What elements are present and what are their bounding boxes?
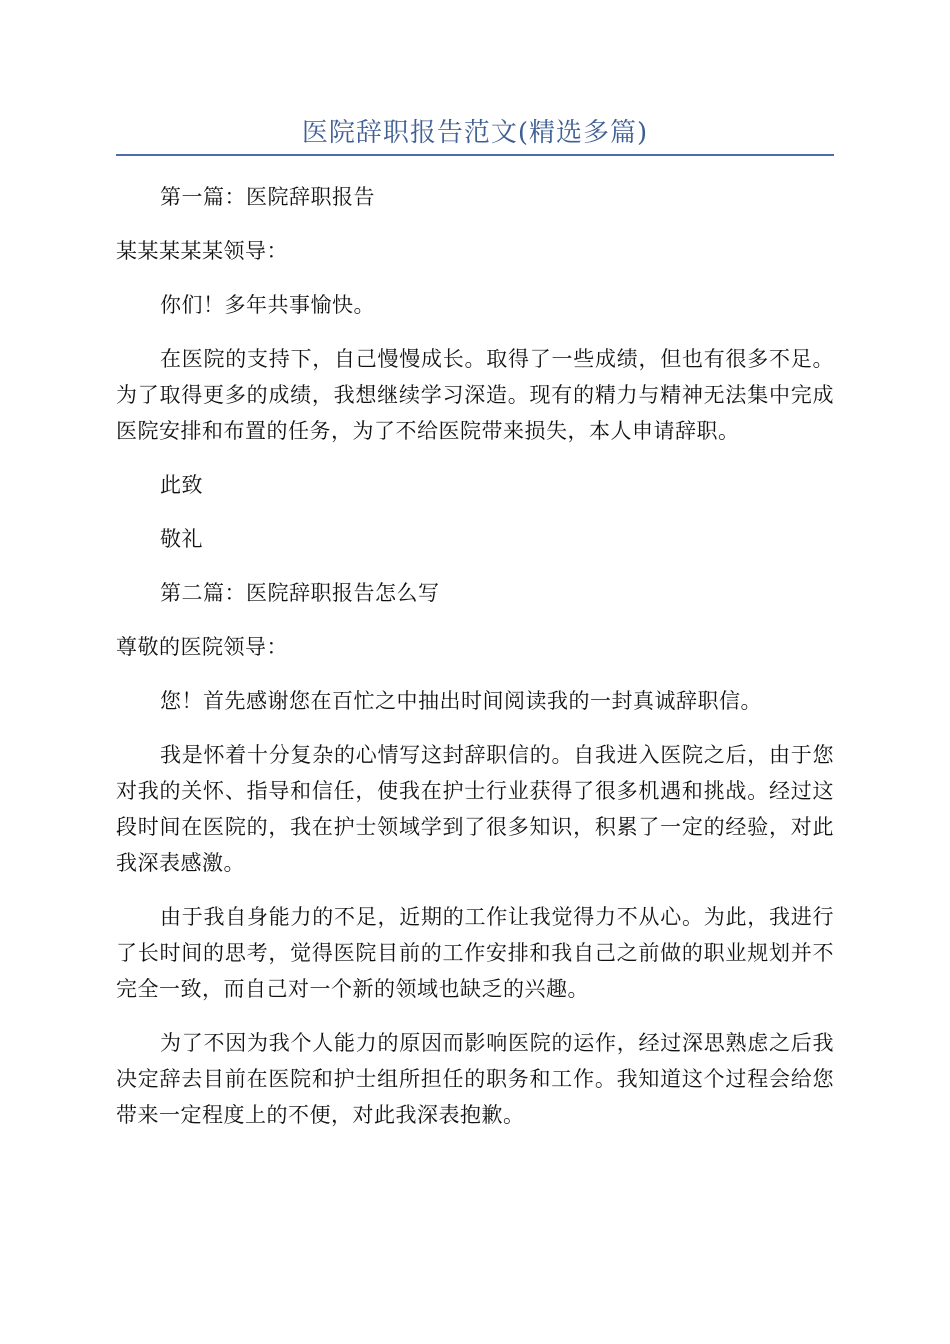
body-paragraph: 我是怀着十分复杂的心情写这封辞职信的。自我进入医院之后，由于您对我的关怀、指导和信任，使我在护士行业获得了很多机遇和挑战。经过这段时间在医院的，我在护士领域学到了很多知识，积累了一定的经验，对此我深表感激。 bbox=[116, 743, 834, 875]
body-paragraph: 在医院的支持下，自己慢慢成长。取得了一些成绩，但也有很多不足。为了取得更多的成绩，我想继续学习深造。现有的精力与精神无法集中完成医院安排和布置的任务，为了不给医院带来损失，本人申请辞职。 bbox=[116, 347, 834, 443]
title-underline bbox=[116, 154, 834, 156]
section-heading-2: 第二篇：医院辞职报告怎么写 bbox=[160, 581, 440, 605]
salutation-2: 尊敬的医院领导： bbox=[116, 635, 288, 659]
document-body bbox=[116, 179, 834, 1133]
document-title: 医院辞职报告范文(精选多篇) bbox=[301, 118, 649, 148]
greeting-2: 您！首先感谢您在百忙之中抽出时间阅读我的一封真诚辞职信。 bbox=[160, 689, 762, 713]
closing-line-2: 敬礼 bbox=[160, 527, 203, 551]
document-page bbox=[116, 0, 834, 1133]
body-paragraph: 为了不因为我个人能力的原因而影响医院的运作，经过深思熟虑之后我决定辞去目前在医院和护士组所担任的职务和工作。我知道这个过程会给您带来一定程度上的不便，对此我深表抱歉。 bbox=[116, 1031, 834, 1127]
body-paragraph: 由于我自身能力的不足，近期的工作让我觉得力不从心。为此，我进行了长时间的思考，觉得医院目前的工作安排和我自己之前做的职业规划并不完全一致，而自己对一个新的领域也缺乏的兴趣。 bbox=[116, 905, 834, 1001]
greeting-1: 你们！多年共事愉快。 bbox=[160, 293, 375, 317]
section-heading-1: 第一篇：医院辞职报告 bbox=[160, 185, 375, 209]
salutation-1: 某某某某某领导： bbox=[116, 239, 288, 263]
closing-line-1: 此致 bbox=[160, 473, 203, 497]
